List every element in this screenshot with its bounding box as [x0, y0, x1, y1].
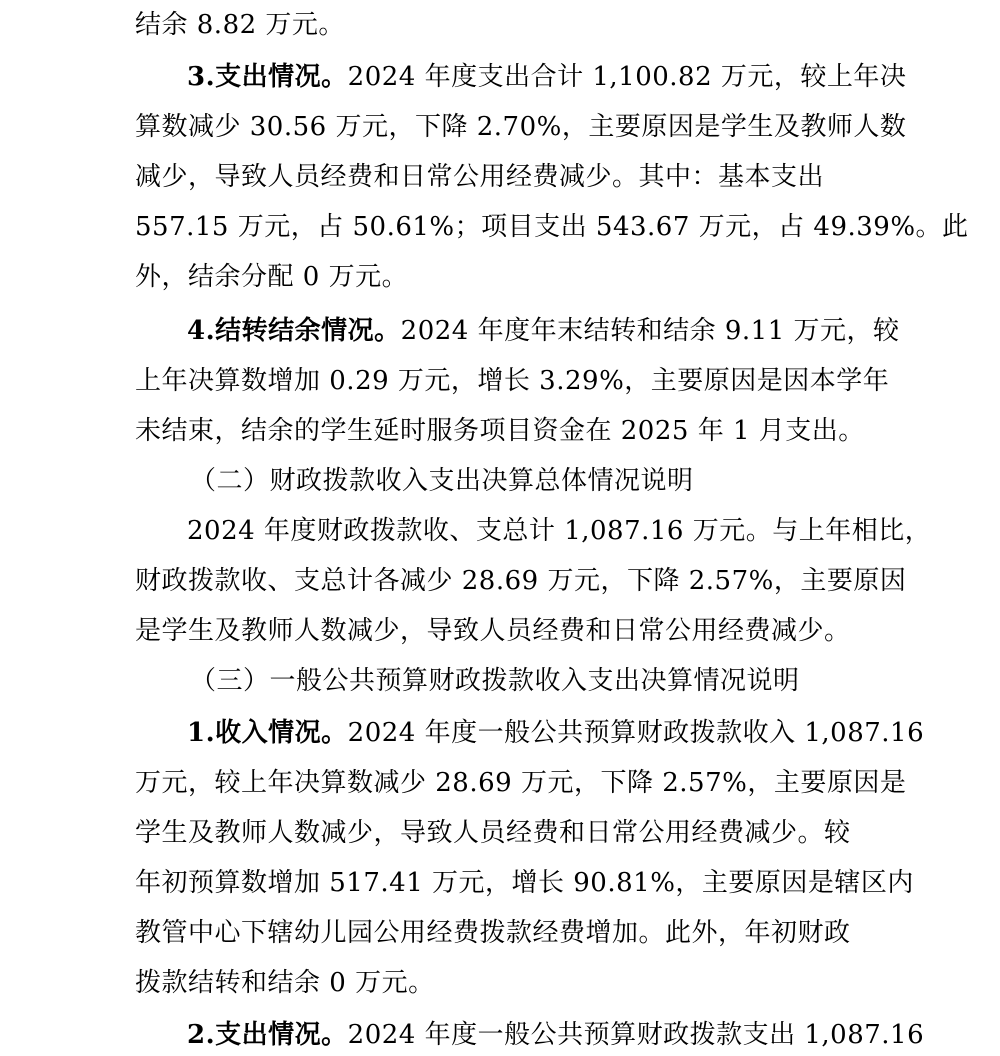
- paragraph-line: 减少，导致人员经费和日常公用经费减少。其中：基本支出: [135, 162, 825, 192]
- paragraph-line: 教管中心下辖幼儿园公用经费拨款经费增加。此外，年初财政: [135, 918, 851, 948]
- paragraph-line: 是学生及教师人数减少，导致人员经费和日常公用经费减少。: [135, 616, 851, 646]
- expenditure-lead: 3.支出情况。: [187, 62, 348, 92]
- paragraph-line: 上年决算数增加 0.29 万元，增长 3.29%，主要原因是因本学年: [135, 366, 890, 396]
- section-heading-fiscal-overview: （二）财政拨款收入支出决算总体情况说明: [190, 466, 694, 496]
- paragraph-line: 拨款结转和结余 0 万元。: [135, 968, 435, 998]
- paragraph-line: 学生及教师人数减少，导致人员经费和日常公用经费减少。较: [135, 818, 851, 848]
- paragraph-line: 557.15 万元，占 50.61%；项目支出 543.67 万元，占 49.39%。此: [135, 212, 969, 242]
- carryover-lead: 4.结转结余情况。: [187, 316, 401, 346]
- paragraph-line: 财政拨款收、支总计各减少 28.69 万元，下降 2.57%，主要原因: [135, 566, 907, 596]
- paragraph-line: 2024 年度财政拨款收、支总计 1,087.16 万元。与上年相比，: [187, 516, 932, 546]
- paragraph-line: 万元，较上年决算数减少 28.69 万元，下降 2.57%，主要原因是: [135, 768, 907, 798]
- income-text: 2024 年度一般公共预算财政拨款收入 1,087.16: [347, 718, 925, 748]
- paragraph-line: 未结束，结余的学生延时服务项目资金在 2025 年 1 月支出。: [135, 416, 865, 446]
- section-expenditure-heading-line: [187, 57, 907, 97]
- paragraph-line: 结余 8.82 万元。: [135, 10, 345, 40]
- general-expenditure-text: 2024 年度一般公共预算财政拨款支出 1,087.16: [347, 1020, 925, 1050]
- income-lead: 1.收入情况。: [187, 718, 348, 748]
- section-heading-general-budget: （三）一般公共预算财政拨款收入支出决算情况说明: [190, 666, 800, 696]
- paragraph-line: 算数减少 30.56 万元，下降 2.70%，主要原因是学生及教师人数: [135, 112, 907, 142]
- paragraph-line: 年初预算数增加 517.41 万元，增长 90.81%，主要原因是辖区内: [135, 868, 914, 898]
- general-expenditure-lead: 2.支出情况。: [187, 1020, 348, 1050]
- section-general-expenditure-heading-line: [187, 1015, 925, 1055]
- section-carryover-heading-line: [187, 311, 900, 351]
- expenditure-text: 2024 年度支出合计 1,100.82 万元，较上年决: [347, 62, 907, 92]
- paragraph-line: 外，结余分配 0 万元。: [135, 262, 409, 292]
- carryover-text: 2024 年度年末结转和结余 9.11 万元，较: [400, 316, 900, 346]
- section-income-heading-line: [187, 713, 925, 753]
